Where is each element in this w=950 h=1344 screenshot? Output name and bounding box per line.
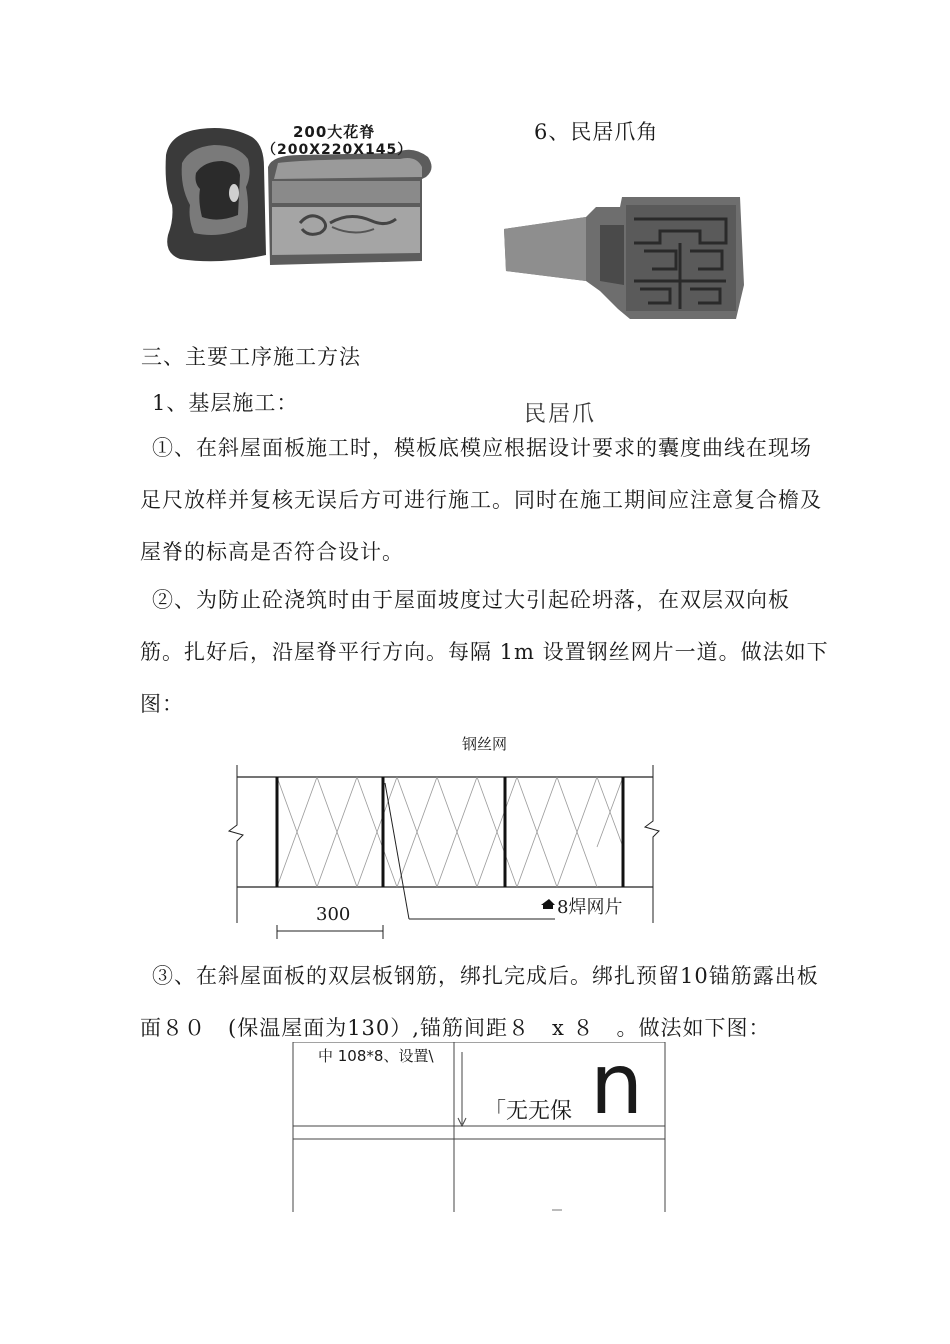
corner-ornament-figure [500, 185, 750, 320]
ridge-tile-name: 200大花脊 [293, 123, 376, 141]
corner-ornament-caption: 6、民居爪角 [534, 120, 659, 144]
mesh-hatch [277, 777, 623, 887]
mesh-leader-label: 8焊网片 [557, 897, 623, 918]
anchor-cell-right: 「无无保 [484, 1099, 573, 1124]
paragraph-1 [140, 422, 830, 578]
anchor-big-glyph: n [590, 1035, 644, 1133]
paragraph-2-text: ②、为防止砼浇筑时由于屋面坡度过大引起砼坍落，在双层双向板筋。扎好后，沿屋脊平行方向。每隔 1m 设置钢丝网片一道。做法如下图： [140, 588, 829, 716]
ridge-tile-dimensions: （200X220X145） [262, 142, 413, 158]
corner-ornament-overlay: 民居爪 [524, 402, 597, 427]
anchor-cell-left: 中 108*8、设置\ [318, 1047, 434, 1065]
paragraph-1-text: ①、在斜屋面板施工时，模板底模应根据设计要求的囊度曲线在现场足尺放样并复核无误后方可进行施工。同时在施工期间应注意复合檐及屋脊的标高是否符合设计。 [140, 436, 822, 564]
mesh-dimension-label: 300 [316, 904, 351, 925]
paragraph-3 [140, 950, 830, 1054]
mesh-figure-title: 钢丝网 [462, 735, 508, 753]
corner-ornament-image [500, 185, 750, 320]
paragraph-2 [140, 574, 830, 730]
section-heading: 三、主要工序施工方法 [141, 345, 361, 369]
subsection-heading: 1、基层施工： [152, 391, 299, 415]
paragraph-3-text: ③、在斜屋面板的双层板钢筋，绑扎完成后。绑扎预留10锚筋露出板面８０ (保温屋面为130）,锚筋间距８ x ８ 。做法如下图： [140, 964, 819, 1040]
